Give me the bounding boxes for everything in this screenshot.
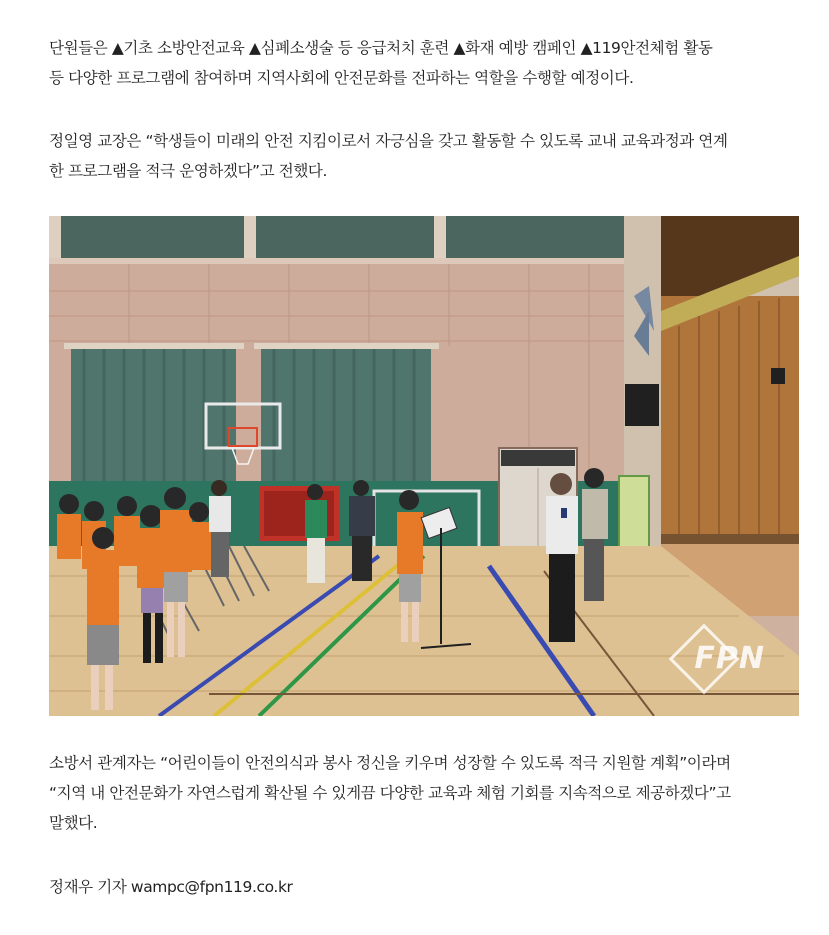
article-paragraph — [49, 33, 801, 93]
paragraph-line: 단원들은 ▲기초 소방안전교육 ▲심폐소생술 등 응급처치 훈련 ▲화재 예방 캠페인 ▲119안전체험 활동 — [49, 39, 713, 57]
paragraph-line: “지역 내 안전문화가 자연스럽게 확산될 수 있게끔 다양한 교육과 체험 기회를 지속적으로 제공하겠다”고 — [49, 784, 731, 802]
reporter-byline: 정재우 기자 wampc@fpn119.co.kr — [49, 878, 293, 896]
photo-watermark: FPN — [694, 641, 765, 676]
article-paragraph — [49, 126, 801, 186]
paragraph-line: 정일영 교장은 “학생들이 미래의 안전 지킴이로서 자긍심을 갖고 활동할 수 있도록 교내 교육과정과 연계 — [49, 132, 728, 150]
paragraph-line: 등 다양한 프로그램에 참여하며 지역사회에 안전문화를 전파하는 역할을 수행할 예정이다. — [49, 69, 634, 87]
paragraph-line: 한 프로그램을 적극 운영하겠다”고 전했다. — [49, 162, 328, 180]
article-paragraph — [49, 748, 801, 838]
article-photo — [49, 216, 799, 716]
paragraph-line: 소방서 관계자는 “어린이들이 안전의식과 봉사 정신을 키우며 성장할 수 있도록 적극 지원할 계획”이라며 — [49, 754, 731, 772]
paragraph-line: 말했다. — [49, 814, 98, 832]
article-byline — [49, 872, 801, 902]
